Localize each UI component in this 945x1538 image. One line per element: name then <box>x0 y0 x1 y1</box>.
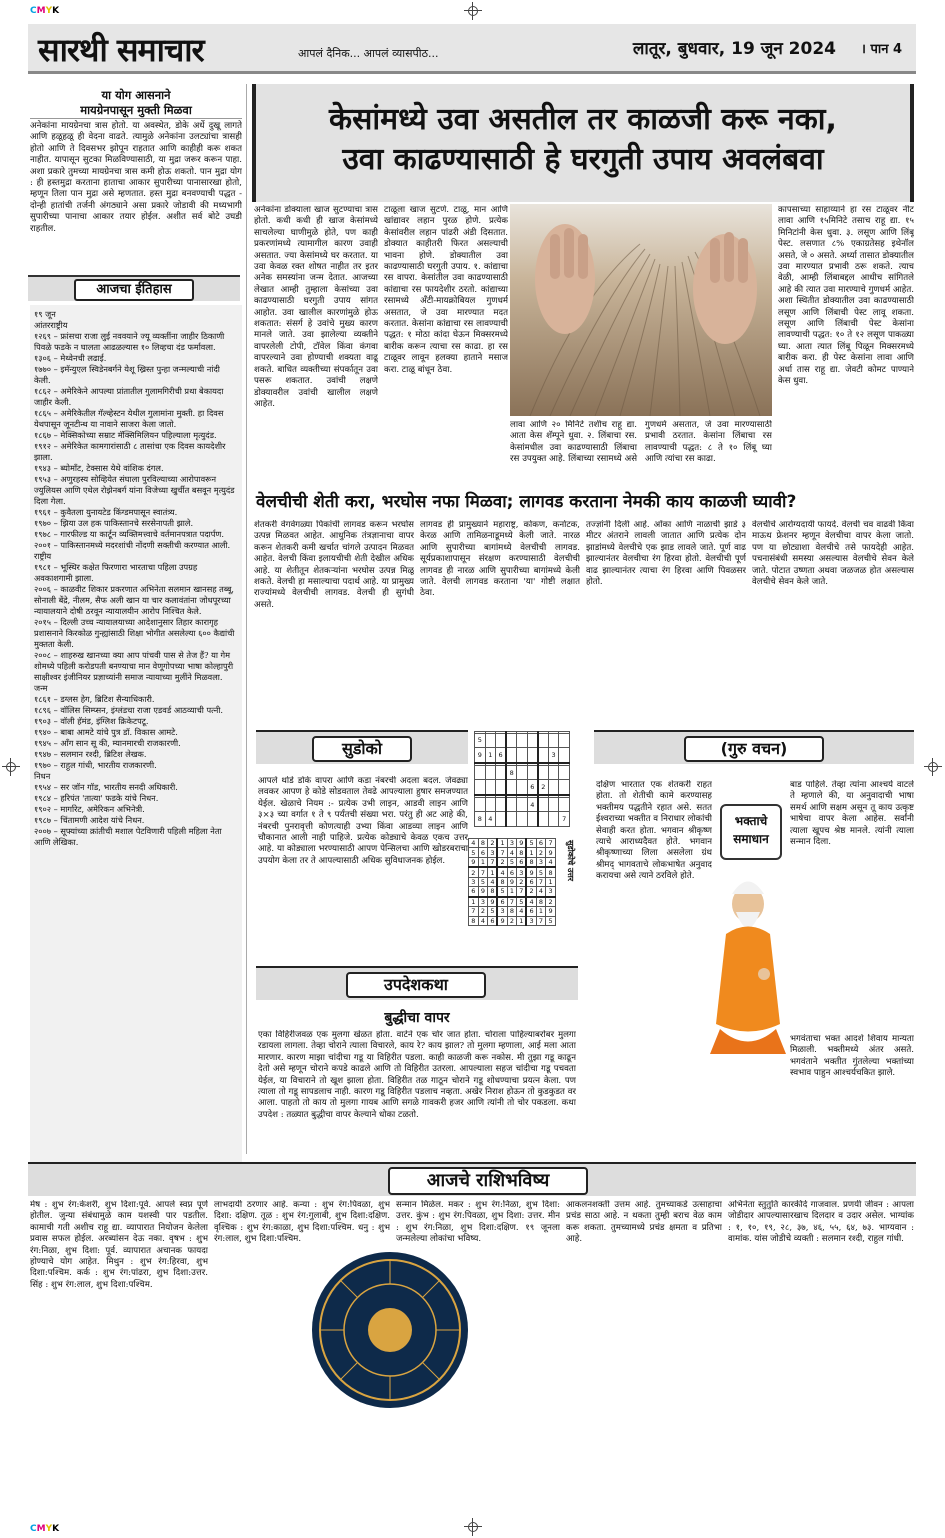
sudoku-cell: 3 <box>536 857 546 867</box>
sudoku-cell: 3 <box>548 748 559 763</box>
history-entry: आंतरराष्ट्रीय <box>34 320 68 330</box>
history-entry: १९५४ – सर जॉन गॉड, भारतीय सनदी अधिकारी. <box>34 782 178 792</box>
sudoku-cell: 1 <box>517 916 527 926</box>
column-divider <box>246 84 247 1154</box>
farming-col-2: लागवड ही प्रामुख्याने महाराष्ट्र, कोकण, कर्नाटक, केरळ आणि तामिळनाडूमध्ये केली जाते. नारळ आणि सुपारीच्या बागांमध्ये वेलचीची लागवड. सूर्यप्रकाशापासून संरक्षण करण्यासाठी वेलचीची लागवड ही नारळ आणि सुपारीच्या बागांमध्ये केली जाते. वेलची लागवड करताना 'या' गोष्टी लक्षात ठेवा. <box>420 520 580 599</box>
sudoku-cell: 4 <box>546 857 556 867</box>
sudoku-cell: 4 <box>536 887 546 897</box>
sudoku-cell: 6 <box>478 848 488 857</box>
crop-mark-top-right <box>924 758 942 776</box>
sudoku-cell <box>517 780 528 795</box>
sudoku-cell: 3 <box>507 839 517 848</box>
sudoku-cell <box>496 765 507 779</box>
farming-headline: वेलचीची शेती करा, भरघोस नफा मिळवा; लागवड करताना नेमकी काय काळजी घ्यावी? <box>256 492 797 512</box>
history-entry: राष्ट्रीय <box>34 551 52 561</box>
crop-mark-top-center <box>464 2 482 20</box>
yoga-article <box>30 88 242 268</box>
history-entry: १९४५ – आँग सान सू की, म्यानमारची राजकारणी. <box>34 738 181 748</box>
sudoku-solution-table <box>468 838 556 926</box>
zodiac-wheel <box>310 1250 470 1410</box>
hair-col-4: कापसाच्या साहाय्याने हा रस टाळूवर नीट लावा आणि १५मिनिटे तसाच राहू द्या. १५ मिनिटांनी केस धुवा. ३. लसूण आणि लिंबू पेस्ट. लसणात ८% एकाग्रतेसह इथेनॉल असते, जे ० असते. अर्ध्या तासात डोक्यातील उवा मारण्यात प्रभावी ठरू शकते. त्याच वेळी, आम्ही लिंबाबद्दल आधीच सांगितले आहे की त्यात उवा मारण्याचे गुणधर्म आहेत. अशा स्थितीत डोक्यातील उवा काढण्यासाठी लसूण आणि लिंबाची पेस्ट लावू शकता. लसूण आणि लिंबाची पेस्ट केसांना लावण्याची पद्धत: १० ते १२ लसूण पाकळ्या घ्या. आता त्यात लिंबू पिळून मिक्सरमध्ये बारीक करा. ही पेस्ट केसांना लावा आणि अर्धा तास राहू द्या. जेवटी कोमट पाण्याने केस धुवा. <box>778 205 914 387</box>
sudoku-cell <box>548 780 559 795</box>
history-entry: १९७० – झिया उल हक पाकिस्तानचे सरसेनापती झाले. <box>34 518 194 528</box>
sudoku-cell: 9 <box>507 877 517 886</box>
sudoku-cell: 7 <box>536 916 546 926</box>
history-entry: २००१ – पाकिस्तानमध्ये मदरशांची नोंदणी सक्तीची करण्यात आली. <box>34 540 231 550</box>
sudoku-cell: 8 <box>546 867 556 877</box>
yoga-body: अनेकांना मायग्रेनचा त्रास होतो. या अवस्थेत, डोके अर्धे दुखू लागते आणि हळूहळू ही वेदना वाढते. त्यामुळे अनेकांना उलट्यांचा त्रासही होतो आणि ते दिवसभर झोपून राहतात आणि काहीही करू शकत नाहीत. यापासून सुटका मिळविण्यासाठी, या मुद्रा जरूर करून पाहा. अशा प्रकारे तुमच्या मायग्रेनचा त्रास कमी होऊ शकतो. पान मुद्रा योग : ही हस्तमुद्रा करताना हाताचा आकार सुपारीच्या पानासारखा होतो, म्हणून तिला पान मुद्रा असे म्हणतात. हस्त मुद्रा बनवण्याची पद्धत - दोन्ही हातांची तर्जनी अंगठ्याने असा प्रकारे जोडावी की मध्यभागी सुपारीच्या पानाचा आकार तयार होईल. अशीत सर्व बोटे उघडी राहतील. <box>30 121 242 234</box>
crop-mark-bottom-center <box>464 1518 482 1536</box>
sudoku-cell: 7 <box>546 839 556 848</box>
hair-headline-line1: केसांमध्ये उवा असतील तर काळजी करू नका, <box>329 102 837 137</box>
sudoku-answer-label: सुडोकोचे उत्तर <box>566 840 575 882</box>
sudoku-puzzle-table <box>474 731 570 827</box>
sudoku-cell: 2 <box>469 867 479 877</box>
sudoku-cell: 6 <box>527 780 538 795</box>
sudoku-cell: 5 <box>546 916 556 926</box>
guru-badge <box>720 804 782 860</box>
rashi-col-5: अभिनेता स्तुतुति कारकीर्द गाजवाल. प्रणयी जीवन : आपला जोडीदार आपल्यासारखाच दिलदार व उदार असेल. भाग्यांक : १, १०, १९, २८, ३७, ४६, ५५, ६४, ७३. भाग्यवान : वामांक. यांस जोडीचे व्यक्ती : सलमान रश्दी, राहुल गांधी. <box>728 1200 914 1245</box>
sudoku-cell: 5 <box>517 897 527 907</box>
sudoku-cell <box>538 733 549 747</box>
history-section-header <box>28 275 240 301</box>
history-entry: १९४० – बाबा आमटे यांचे पुत्र डॉ. विकास आमटे. <box>34 727 178 737</box>
sudoku-cell: 1 <box>478 857 488 867</box>
sudoku-cell <box>485 765 496 779</box>
sudoku-cell: 3 <box>546 887 556 897</box>
history-entry: १९६१ – कुवैतला युनायटेड किंग्डमपासून स्वातंत्र्य. <box>34 507 178 517</box>
sudoku-cell <box>517 812 528 827</box>
rashi-header <box>28 1162 916 1196</box>
sudoku-cell <box>548 765 559 779</box>
history-entry: निधन <box>34 771 51 781</box>
sudoku-cell: 1 <box>507 887 517 897</box>
sudoku-cell <box>548 733 559 747</box>
sudoku-cell: 7 <box>497 848 507 857</box>
sudoku-cell: 2 <box>497 857 507 867</box>
yoga-title-line2: मायग्रेनपासून मुक्ती मिळवा <box>30 103 242 119</box>
sudoku-cell: 3 <box>497 907 507 916</box>
sudoku-cell <box>527 765 538 779</box>
history-entry: १९५३ – अणुरहस्य सोव्हियेत संघाला पुरविल्याच्या आरोपावरून ज्युलियस आणि एथेल रोझेनबर्ग यांना विजेच्या खुर्चीत बसवून मृत्युदंड दिला गेला. <box>34 474 235 506</box>
guru-col-3: भगवंताचा भक्त आदर्श शिवाय मान्यता मिळाली. भक्तीमध्ये अंतर असते. भगवंताने भक्तीत गुंतलेल्या भक्तांच्या स्वभाव पाहुन आश्चर्यचकित झाले. <box>790 1034 914 1079</box>
sudoku-cell: 3 <box>469 877 479 886</box>
history-entry: २००८ – शाहरुख खानच्या क्या आप पांचवी पास से तेज हैं? या गेम शोमध्ये पहिली करोडपती बनण्याचा मान वेणूगोपच्या भाषा कोल्हापुरी साक्षीश्वर इंजीनियर प्रज्ञाच्यांनी समाज न्यायाच्या मुलींने मिळवला. <box>34 650 234 682</box>
farming-col-1: शेतकरी वेगवेगळ्या पिकांची लागवड करून भरघोस उत्पन्न मिळवत आहेत. आधुनिक तंत्रज्ञानाचा वापर करून शेतकरी कमी खर्चात चांगले उत्पादन मिळवत आहेत. वेलची किंवा इलायचीची शेती देखील अधिक आहे. या शेतीतून शेतकऱ्यांना भरघोस उत्पन्न मिळू शकते. वेलची हा मसाल्याचा पदार्थ आहे. या प्रामुख्य राज्यांमध्ये वेलचीची लागवड. वेलची ही सुगंधी असते. <box>254 520 414 610</box>
history-entry: १२६९ – फ्रांसचा राजा लुई नववयाने ज्यू व्यक्तींना जाहीर ठिकाणी पिवळे फडके न घालता आढळल्यास १० लिव्हचा दंड फर्मावला. <box>34 331 225 352</box>
sudoku-cell: 4 <box>478 916 488 926</box>
sudoku-cell <box>538 812 549 827</box>
sudoku-cell <box>559 748 570 763</box>
page-number: । पान 4 <box>861 42 902 57</box>
sudoku-cell: 8 <box>488 887 498 897</box>
sudoku-cell: 1 <box>469 897 479 907</box>
sudoku-cell: 1 <box>485 748 496 763</box>
history-entry: १९८७ – चिंतामणी आदेश यांचे निधन. <box>34 815 145 825</box>
sudoku-cell: 9 <box>497 916 507 926</box>
sudoku-instructions: आपले थोडे डोके वापरा आणि कडा नंबरची अदला बदल. जेवढ्या लवकर आपण हे कोडे सोडवताल तेवढे आपल्याला हुषार समजण्यात येईल. खेळाचे नियम :- प्रत्येक उभी लाइन, आडवी लाइन आणि ३×३ च्या वर्गात १ ते ९ पर्यंतची संख्या भरा. परंतु ही अट आहे की, नंबरची पुनरावृत्ती कोणत्याही उभ्या किंवा आडव्या लाइन आणि चौकानात आली नाही पाहिजे. प्रत्येक कोड्याचे केवळ एकच उत्तर आहे. या कोड्याला भरण्यासाठी आपण पेन्सिलचा आणि खोडरबराचा उपयोग केला तर ते आपल्यासाठी अधिक सुविधाजनक होईल. <box>258 776 468 866</box>
sudoku-cell <box>506 780 517 795</box>
history-entry: १३०६ – मेथ्वेनची लढाई. <box>34 353 107 363</box>
rashi-col-2: लाभदायी ठरणार आहे. कन्या : शुभ रंग:पिवळा, शुभ दिशा: दक्षिण. तूळ : शुभ रंग:गुलाबी, शुभ दिशा:दक्षिण. वृश्चिक : शुभ रंग:काळा, शुभ दिशा:पश्चिम. धनु : शुभ रंग:लाल, शुभ दिशा:पश्चिम. <box>214 1200 390 1245</box>
sudoku-solution-grid <box>468 838 556 926</box>
sudoku-cell <box>527 812 538 827</box>
history-entry: १८६५ – अमेरिकेतील गॅल्व्हेस्टन येथील गुलामांना मुक्ती. हा दिवस येथपासून जूनटीन्थ या नावाने साजरा केला जातो. <box>34 408 224 429</box>
sudoku-cell <box>559 765 570 779</box>
sudoku-cell: 8 <box>526 857 536 867</box>
sudoku-cell: 5 <box>478 877 488 886</box>
history-entry: १९४३ – ब्योमॉंट, टेक्सास येथे वांशिक दंगल. <box>34 463 164 473</box>
guru-title: (गुरु वचन) <box>684 736 824 762</box>
sudoku-cell: 2 <box>536 848 546 857</box>
sudoku-cell: 9 <box>488 897 498 907</box>
sudoku-cell <box>517 765 528 779</box>
sudoku-cell: 5 <box>507 857 517 867</box>
tagline: आपलं दैनिक... आपलं व्यासपीठ... <box>298 47 439 60</box>
history-entry: १९७८ – गारफील्ड या कार्टून व्यक्तिमत्त्वाचे वर्तमानपत्रात पदार्पण. <box>34 529 224 539</box>
sudoku-cell <box>538 748 549 763</box>
sudoku-cell: 5 <box>475 733 486 747</box>
sudoku-cell <box>548 812 559 827</box>
rashi-col-3: सन्मान मिळेल. मकर : शुभ रंग:निळा, शुभ दिशा: उत्तर. कुंभ : शुभ रंग:पिवळा, शुभ दिशा: उत्तर. मीन : शुभ रंग:निळा, शुभ दिशा:दक्षिण. १९ जूनला जन्मलेल्या लोकांचा भविष्य. <box>396 1200 560 1245</box>
sudoku-cell: 1 <box>526 848 536 857</box>
sudoku-cell: 6 <box>526 877 536 886</box>
sudoku-cell <box>485 780 496 795</box>
hair-headline <box>252 84 914 202</box>
sudoku-cell: 7 <box>469 907 479 916</box>
sudoku-cell: 6 <box>517 857 527 867</box>
sudoku-cell: 5 <box>488 907 498 916</box>
sudoku-puzzle-grid <box>474 731 570 827</box>
sudoku-cell <box>496 780 507 795</box>
sudoku-cell <box>496 733 507 747</box>
sudoku-cell: 5 <box>497 887 507 897</box>
sudoku-header <box>256 730 468 764</box>
sudoku-cell <box>506 812 517 827</box>
sudoku-cell: 2 <box>526 887 536 897</box>
sudoku-cell: 8 <box>506 765 517 779</box>
rashi-title: आजचे राशिभविष्य <box>388 1167 588 1195</box>
sudoku-cell: 6 <box>536 839 546 848</box>
guru-col-2: बाड पाहिले. तेव्हा त्यांना आश्चर्य वाटले ते म्हणाले की, या अनुवादाची भाषा समर्थ आणि सक्षम असून तू काय उत्कृष्ट भाषेचा वापर केला आहेस. सर्वांनी त्याला खूपच श्रेष्ठ मानले. त्यांनी त्याला सन्मान दिला. <box>790 780 914 848</box>
hair-col-3: लावा आणि २० मिनिटे तशीच राहू द्या. आता केस शॅम्पूने धुवा. २. लिंबाचा रस. केसांमधील उवा काढण्यासाठी लिंबाचा रस उपयुक्त आहे. लिंबाच्या रसामध्ये असे गुणधर्म असतात, जे उवा मारण्यासाठी प्रभावी ठरतात. केसांना लिंबाचा रस लावण्याची पद्धत: ८ ते १० लिंबू घ्या आणि त्यांचा रस काढा. <box>510 420 772 465</box>
sudoku-cell: 5 <box>536 867 546 877</box>
sudoku-cell <box>475 765 486 779</box>
rashi-col-4: आकलनशक्ती उत्तम आहे. तुमच्याकडे उत्साहाचा प्रचंड साठा आहे. न थकता तुम्ही बराच वेळ काम करू शकता. तुमच्यामध्ये प्रचंड क्षमता व प्रतिभा आहे. <box>566 1200 722 1245</box>
sudoku-cell: 6 <box>497 897 507 907</box>
sudoku-cell: 8 <box>475 812 486 827</box>
sudoku-cell <box>506 748 517 763</box>
hair-col-1: अनेकांना डोक्याला खाज सुटण्याचा त्रास होतो. कधी कधी ही खाज केसांमध्ये साचलेल्या घाणीमुळे होते, पण काही प्रकरणांमध्ये त्यामागील कारण उवाही असतात. ज्या केसांमध्ये घर करतात. या उवा केवळ रक्त शोषत नाहीत तर इतर अनेक समस्यांना जन्म देतात. आजच्या लेखात आम्ही तुम्हाला केसांच्या उवा काढण्यासाठी घरगुती उपाय सांगत आहोत. उवा खालील कारणांमुळे होऊ शकतात: संसर्ग हे उवांचे मुख्य कारण मानले जाते. उवा झालेल्या व्यक्तीने वापरलेली टोपी, टॉवेल किंवा कंगवा वापरल्याने उवा होण्याची शक्यता वाढू शकते. बाधित व्यक्तीच्या संपर्कातून उवा पसरू शकतात. उवांची लक्षणे डोक्यावरील उवांची खालील लक्षणे आहेत. <box>254 205 378 409</box>
history-entry: १९ जून <box>34 309 56 319</box>
sudoku-cell: 1 <box>488 867 498 877</box>
history-title: आजचा ईतिहास <box>74 279 194 301</box>
sudoku-cell: 6 <box>469 887 479 897</box>
sudoku-cell <box>506 733 517 747</box>
history-list <box>30 305 242 1165</box>
history-entry: २००६ – काळवीट शिकार प्रकरणात अभिनेता सलमान खानसह तब्बू, सोनाली बेंद्रे, नीलम, सैफ अली खान या चार कलावंतांना जोधपूरच्या न्यायालयाने दोषी ठरवून न्यायालयीन आरोप निश्चित केले. <box>34 584 235 616</box>
sudoku-cell: 4 <box>517 907 527 916</box>
history-entry: १९८४ – हरिपंत 'तात्या' फडके यांचे निधन. <box>34 793 159 803</box>
sudoku-cell <box>496 797 507 811</box>
sudoku-cell: 4 <box>497 867 507 877</box>
farming-col-3: तज्ज्ञांनी दिली आहे. ओंका आणि नाळाची झाडे ३ मीटर अंतराने लावली जातात आणि प्रत्येक दोन झाडांमध्ये वेलचीचे एक झाड लावले जाते. पूर्ण वाढ झाल्यानंतर वेलचीचा रंग हिरवा होतो. वेलचीची पूर्ण वाढ झाल्यानंतर त्याचा रंग हिरवा आणि पिवळसर होतो. <box>586 520 746 588</box>
sudoku-cell: 2 <box>488 839 498 848</box>
sudoku-cell: 2 <box>478 907 488 916</box>
sudoku-cell: 6 <box>507 867 517 877</box>
sudoku-cell <box>559 797 570 811</box>
rashi-col-1: मेष : शुभ रंग:केशरी, शुभ दिशा:पूर्व. आपले स्वप्न पूर्ण होतील. जुन्या संबंधामुळे काम यशस्वी पार पडतील. कामाची गती अशीच राहू द्या. व्यापारात नियोजन केलेला प्रवास सफल होईल. अरब्यांसन देऊ नका. वृषभ : शुभ रंग:निळा, शुभ दिशा: पूर्व. व्यापारात अचानक फायदा होण्याचे योग आहेत. मिथुन : शुभ रंग:हिरवा, शुभ दिशा:पश्चिम. कर्क : शुभ रंग:पांढरा, शुभ दिशा:उत्तर. सिंह : शुभ रंग:लाल, शुभ दिशा:पश्चिम. <box>30 1200 208 1290</box>
sudoku-cell <box>527 733 538 747</box>
guru-col-1: दक्षिण भारतात एक शेतकरी राहत होता. तो शेतीची कामे करण्यासह भक्तीमय पद्धतीने रहात असे. सतत ईश्वराच्या भक्तीत व निराधार लोकांची सेवाही करत होता. भगवान श्रीकृष्ण त्याचे आराध्यदैवत होते. भगवान श्रीकृष्णाच्या लिला असलेला ग्रंथ श्रीमद् भागवताचे लोकभाषेत अनुवाद करायचा असे त्याने ठरविले होते. <box>596 780 712 882</box>
sudoku-cell <box>517 748 528 763</box>
history-entry: १८९६ – वॉलिस सिम्प्सन, इंग्लंडचा राजा एडवर्ड आठव्याची पत्नी. <box>34 705 223 715</box>
sudoku-cell: 3 <box>488 848 498 857</box>
sudoku-cell <box>548 797 559 811</box>
upadesh-title: उपदेशकथा <box>346 972 486 998</box>
sudoku-cell: 7 <box>536 877 546 886</box>
sudoku-cell: 5 <box>469 848 479 857</box>
sudoku-cell: 1 <box>536 907 546 916</box>
sudoku-cell: 5 <box>526 839 536 848</box>
history-entry: १८६२ – अमेरिकेने आपल्या प्रांतातील गुलामगिरीची प्रथा बेकायदा जाहीर केली. <box>34 386 224 407</box>
cmyk-mark-bottom: CMYK <box>30 1524 60 1534</box>
sudoku-cell: 3 <box>517 867 527 877</box>
sudoku-cell: 2 <box>546 897 556 907</box>
sudoku-cell: 6 <box>496 748 507 763</box>
farming-headline-box <box>252 487 914 517</box>
sudoku-cell: 6 <box>488 916 498 926</box>
sudoku-cell <box>485 797 496 811</box>
history-entry: १९०३ – वॉली हॅमंड, इंग्लिश क्रिकेटपटू. <box>34 716 149 726</box>
history-entry: १८६७ – मेक्सिकोच्या सम्राट मॅक्सिमिलियन पहिल्याला मृत्युदंड. <box>34 430 217 440</box>
sudoku-cell <box>496 812 507 827</box>
history-entry: १९०२ – मार्गारेट, अमेरिकन अभिनेत्री. <box>34 804 145 814</box>
upadesh-body: एका विहिरीजवळ एक मुलगा खेळत होता. वाटेने एक चोर जात होता. चोराला पाहिल्याबरोबर मुलगा रडायला लागला. तेव्हा चोराने त्याला विचारले, काय रे? काय झाल? तो मुलगा म्हणाला, आई मला आता मारणार. कारण माझा चांदीचा गडू या विहिरीत पडला. काही काळजी करू नकोस. मी तुझा गडू काढून देतो असे म्हणून चोराने कपडे काढले आणि तो विहिरीत उतरला. आपल्याला सहज चांदीचा गडू पचवता येईल, या विचाराने तो खूश झाला होता. विहिरीत तळ गाठून चोराने गडू शोधण्याचा प्रयत्न केला. पण त्याला तो गडू सापडलाच नाही. कारण गडू विहिरीत पडलाच नव्हता. अखेर निराश होऊन तो कुडकुडत वर आला. पाहतो तो काय तो मुलगा गायब आणि सगळे गावकरी हजर आणि त्यांनी तो चोर पकडला. कथा उपदेश : तळ्यात बुद्धीचा वापर केल्याने धोका टळतो. <box>258 1030 576 1120</box>
sudoku-cell: 7 <box>559 812 570 827</box>
sudoku-cell: 8 <box>469 916 479 926</box>
crop-mark-top-left <box>2 758 20 776</box>
sudoku-cell <box>475 780 486 795</box>
masthead <box>28 24 916 74</box>
sudoku-cell: 8 <box>478 839 488 848</box>
sudoku-cell: 4 <box>526 897 536 907</box>
sudoku-cell: 7 <box>478 867 488 877</box>
history-entry: १९७० – राहुल गांधी, भारतीय राजकारणी. <box>34 760 157 770</box>
sudoku-cell <box>506 797 517 811</box>
sudoku-cell: 9 <box>526 867 536 877</box>
sudoku-cell: 9 <box>478 887 488 897</box>
sudoku-title: सुडोको <box>312 736 412 762</box>
cmyk-mark-top: CMYK <box>30 6 60 16</box>
sudoku-cell: 7 <box>488 857 498 867</box>
sudoku-cell: 8 <box>536 897 546 907</box>
hair-col-2: टाळूला खाज सुटणे. टाळू, मान आणि खांद्यावर लहान पुरळ होणे. प्रत्येक केसांवरील लहान पांढरी अंडी दिसतात. डोक्यात काहीतरी फिरत असल्याची भावना होणे. डोक्यातील उवा काढण्यासाठी घरगुती उपाय. १. कांद्याचा रस वापरा. केसांतील उवा काढण्यासाठी कांद्याचा रस फायदेशीर ठरतो. कांद्याच्या रसामध्ये अँटी-मायक्रोबियल गुणधर्म असतात, जे उवा मारण्यात मदत करतात. केसांना कांद्याचा रस लावण्याची पद्धत: १ मोठा कांदा घेऊन मिक्सरमध्ये बारीक करून त्याचा रस काढा. हा रस टाळूवर लावून हलक्या हाताने मसाज करा. टाळू बांधून ठेवा. <box>384 205 508 375</box>
sudoku-cell: 4 <box>488 877 498 886</box>
sudoku-cell <box>475 797 486 811</box>
sudoku-cell: 1 <box>497 839 507 848</box>
sudoku-cell <box>559 780 570 795</box>
yoga-title-line1: या योग आसनाने <box>101 88 171 102</box>
sudoku-cell: 8 <box>507 907 517 916</box>
history-entry: १९८१ – भूस्थिर कक्षेत फिरणारा भारताचा पहिला उपग्रह अवकाशगामी झाला. <box>34 562 198 583</box>
sudoku-cell: 2 <box>538 780 549 795</box>
sudoku-cell: 9 <box>475 748 486 763</box>
sudoku-cell: 3 <box>478 897 488 907</box>
sudoku-cell: 7 <box>507 897 517 907</box>
guru-badge-text: भक्ताचे समाधान <box>733 814 769 846</box>
sudoku-cell: 1 <box>546 877 556 886</box>
sudoku-cell: 6 <box>526 907 536 916</box>
sudoku-cell: 9 <box>546 907 556 916</box>
sudoku-cell <box>517 797 528 811</box>
history-entry: १९४७ – सलमान रश्दी, ब्रिटिश लेखक. <box>34 749 147 759</box>
hair-headline-line2: उवा काढण्यासाठी हे घरगुती उपाय अवलंबवा <box>342 142 824 177</box>
newspaper-logo: सारथी समाचार <box>38 31 204 69</box>
sudoku-cell <box>538 765 549 779</box>
sudoku-cell: 9 <box>517 839 527 848</box>
history-entry: १८६१ – डग्लस हेग, ब्रिटिश सैन्याधिकारी. <box>34 694 155 704</box>
sudoku-cell: 3 <box>526 916 536 926</box>
sudoku-cell: 8 <box>517 848 527 857</box>
upadesh-header <box>256 966 578 1000</box>
sudoku-cell <box>485 733 496 747</box>
farming-col-4: वेलचीचे आरोग्यदायी फायदे. वेलची चव वाढवी किंवा माऊथ फ्रेशनर म्हणून वेलचीचा वापर केला जातो. पण या छोट्याशा वेलचीचे तसे फायदेही आहेत. पचनासंबंधी समस्या असल्यास वेलचीचे सेवन केले जाते. पोटात उष्णता अथवा जळजळ होत असल्यास वेलचीचे सेवन केले जाते. <box>752 520 914 588</box>
guru-header <box>594 730 914 764</box>
sudoku-cell: 2 <box>507 916 517 926</box>
sudoku-cell: 4 <box>507 848 517 857</box>
sage-illustration <box>706 864 790 1064</box>
sudoku-cell <box>538 797 549 811</box>
upadesh-subtitle: बुद्धीचा वापर <box>384 1010 450 1026</box>
sudoku-cell: 4 <box>469 839 479 848</box>
history-entry: जन्म <box>34 683 48 693</box>
sudoku-cell: 7 <box>517 887 527 897</box>
sudoku-cell: 2 <box>517 877 527 886</box>
history-entry: १९१२ – अमेरिकेत कामगारांसाठी ८ तासांचा एक दिवस कायदेशीर झाला. <box>34 441 226 462</box>
sudoku-cell <box>559 733 570 747</box>
sudoku-cell: 9 <box>469 857 479 867</box>
issue-date: लातूर, बुधवार, 19 जून 2024 <box>632 39 836 59</box>
history-entry: २०१५ – दिल्ली उच्च न्यायालयाच्या आदेशानुसार तिहार कारागृह प्रशासनाने किरकोळ गुन्ह्यांसाठी शिक्षा भोगीत असलेल्या ६०० कैद्यांची मुक्तता केली. <box>34 617 235 649</box>
history-entry: १७७० – इमॅन्युएल स्विडेनबर्गने येशू ख्रिस्त पुन्हा जन्मल्याची नांदी केली. <box>34 364 220 385</box>
sudoku-cell: 8 <box>497 877 507 886</box>
sudoku-cell: 4 <box>485 812 496 827</box>
sudoku-cell: 9 <box>546 848 556 857</box>
hair-photo <box>510 204 772 416</box>
history-entry: २००७ – सूफ्यांच्या क्रांतीची मशाल पेटविणारी पहिली महिला नेता आणि लेखिका. <box>34 826 222 847</box>
sudoku-cell <box>527 748 538 763</box>
sudoku-cell: 4 <box>527 797 538 811</box>
sudoku-cell <box>517 733 528 747</box>
